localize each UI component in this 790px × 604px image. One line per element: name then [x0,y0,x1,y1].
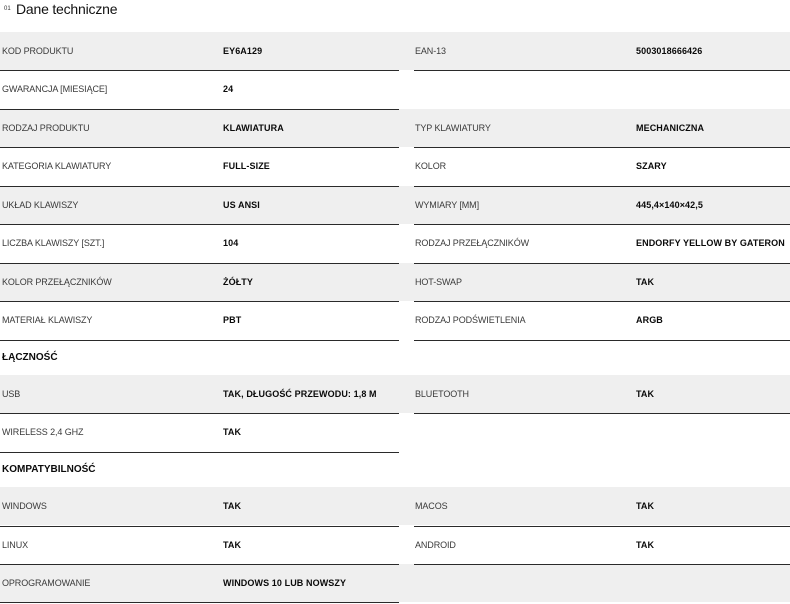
row-divider [0,452,399,453]
spec-label: HOT-SWAP [415,277,462,287]
spec-label: UKŁAD KLAWISZY [2,200,79,210]
spec-label: RODZAJ PODŚWIETLENIA [415,315,526,325]
spec-row [0,487,790,525]
row-divider [414,301,790,302]
spec-label: KOLOR PRZEŁĄCZNIKÓW [2,277,112,287]
spec-label: RODZAJ PRODUKTU [2,123,90,133]
spec-value: TAK [636,389,655,399]
spec-label: ANDROID [415,540,456,550]
spec-value: ARGB [636,315,663,325]
row-divider [0,263,399,264]
row-divider [414,224,790,225]
row-divider [0,340,399,341]
spec-value: EY6A129 [223,46,263,56]
spec-label: KATEGORIA KLAWIATURY [2,161,112,171]
row-divider [0,224,399,225]
spec-value: TAK, DŁUGOŚĆ PRZEWODU: 1,8 M [223,389,377,399]
section-title-compatibility: KOMPATYBILNOŚĆ [2,464,96,475]
spec-label: OPROGRAMOWANIE [2,578,91,588]
row-divider [414,413,790,414]
spec-value: TAK [223,540,242,550]
spec-row [0,413,790,451]
spec-row [0,301,790,339]
spec-label: LINUX [2,540,29,550]
row-divider [0,413,399,414]
spec-value: 24 [223,84,234,94]
spec-label: MATERIAŁ KLAWISZY [2,315,93,325]
spec-label: GWARANCJA [MIESIĄCE] [2,84,108,94]
row-divider [0,564,399,565]
spec-label: KOLOR [415,161,447,171]
row-divider [414,186,790,187]
row-divider [0,109,399,110]
spec-row [0,109,790,147]
row-divider [414,263,790,264]
spec-row [0,526,790,564]
spec-value: MECHANICZNA [636,123,705,133]
section-number: 01 [4,6,11,12]
spec-value: ŻÓŁTY [223,277,253,287]
spec-row [0,186,790,224]
spec-value: 104 [223,238,239,248]
spec-value: US ANSI [223,200,260,210]
spec-value: SZARY [636,161,667,171]
spec-label: RODZAJ PRZEŁĄCZNIKÓW [415,238,530,248]
row-divider [414,564,790,565]
spec-value: ENDORFY YELLOW BY GATERON [636,238,785,248]
spec-label: LICZBA KLAWISZY [SZT.] [2,238,105,248]
spec-label: MACOS [415,501,448,511]
spec-value: 445,4×140×42,5 [636,200,703,210]
spec-value: PBT [223,315,242,325]
spec-value: TAK [636,501,655,511]
spec-value: TAK [636,277,655,287]
spec-row [0,375,790,413]
spec-value: TAK [636,540,655,550]
spec-label: WYMIARY [MM] [415,200,479,210]
spec-label: WIRELESS 2,4 GHZ [2,427,84,437]
spec-value: 5003018666426 [636,46,703,56]
spec-label: BLUETOOTH [415,389,469,399]
row-divider [0,70,399,71]
spec-row [0,224,790,262]
spec-label: TYP KLAWIATURY [415,123,491,133]
section-title-connectivity: ŁĄCZNOŚĆ [2,352,58,363]
row-divider [0,301,399,302]
spec-label: EAN-13 [415,46,446,56]
spec-value: FULL-SIZE [223,161,270,171]
spec-value: TAK [223,427,242,437]
spec-value: KLAWIATURA [223,123,284,133]
row-divider [414,147,790,148]
spec-row [0,70,790,108]
spec-row [0,263,790,301]
spec-value: WINDOWS 10 LUB NOWSZY [223,578,347,588]
page-title: Dane techniczne [16,1,118,17]
row-divider [0,186,399,187]
section-header [0,0,790,32]
spec-label: WINDOWS [2,501,47,511]
row-divider [414,340,790,341]
spec-row [0,147,790,185]
row-divider [0,602,399,603]
spec-value: TAK [223,501,242,511]
row-divider [0,147,399,148]
row-divider [414,526,790,527]
spec-label: USB [2,389,21,399]
row-divider [414,70,790,71]
spec-row [0,564,790,602]
spec-label: KOD PRODUKTU [2,46,74,56]
spec-row [0,32,790,70]
row-divider [0,526,399,527]
